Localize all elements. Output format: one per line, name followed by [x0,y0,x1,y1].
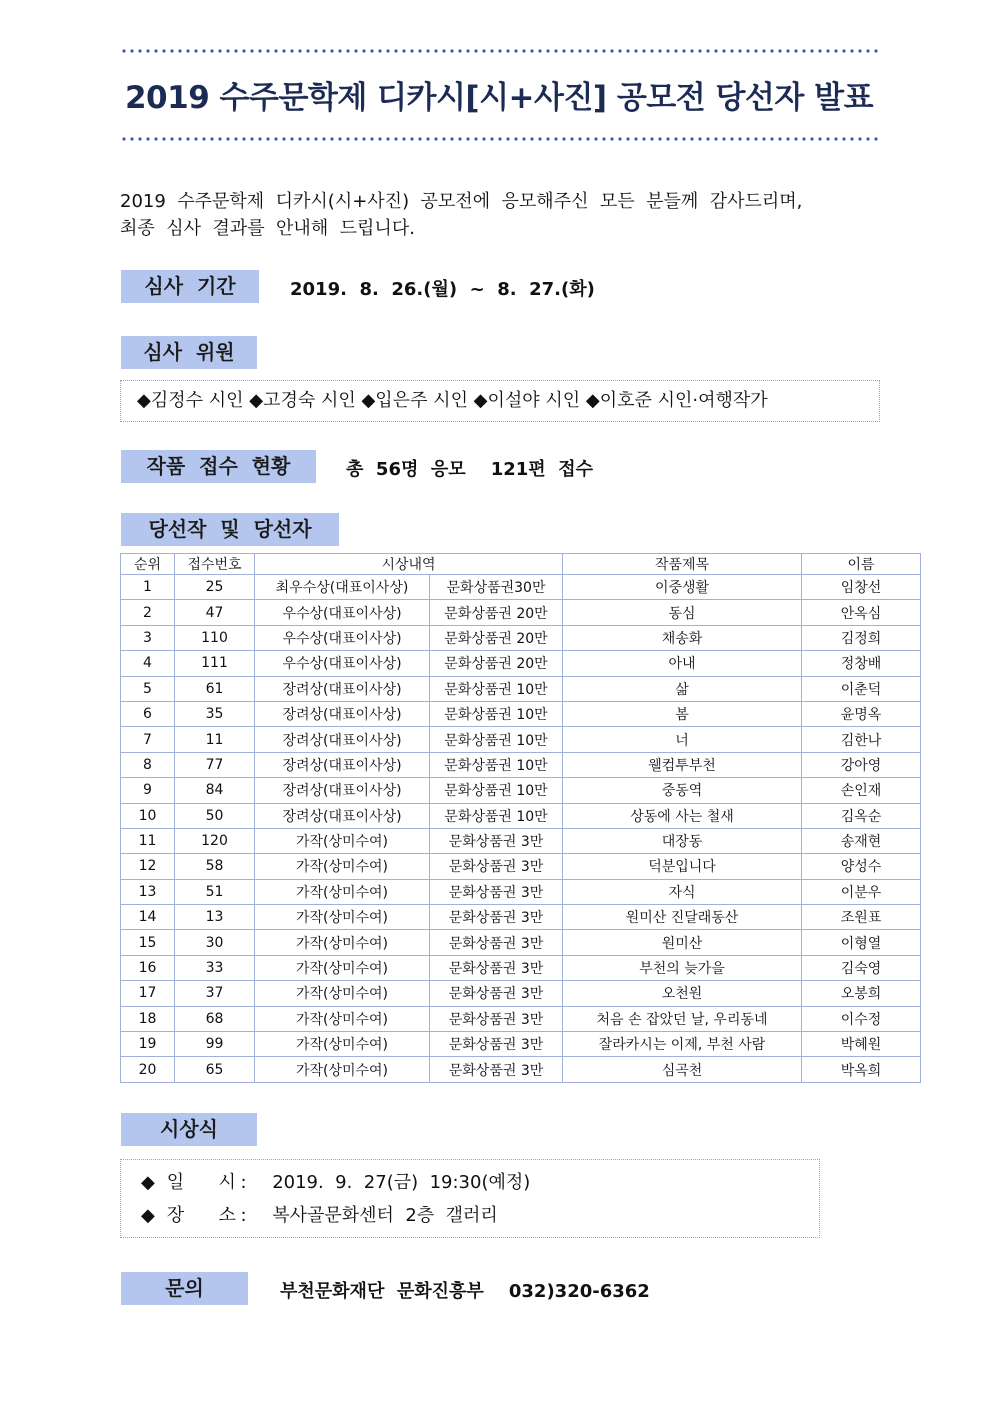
cell-prize: 문화상품권 3만 [430,854,563,879]
cell-name: 송재현 [802,828,921,853]
cell-work-title: 처음 손 잡았던 날, 우리동네 [563,1006,802,1031]
cell-work-title: 자식 [563,879,802,904]
table-row [121,727,921,752]
cell-entry-number: 51 [175,879,255,904]
cell-name: 조원표 [802,905,921,930]
ceremony-when-key: 일 시 [166,1172,236,1193]
cell-rank: 11 [121,828,175,853]
cell-prize: 문화상품권30만 [430,575,563,600]
cell-rank: 8 [121,752,175,777]
table-header-row [121,554,921,575]
cell-rank: 4 [121,651,175,676]
intro-text [120,188,878,242]
cell-prize: 문화상품권 3만 [430,828,563,853]
cell-prize: 문화상품권 20만 [430,625,563,650]
cell-rank: 3 [121,625,175,650]
cell-entry-number: 99 [175,1032,255,1057]
cell-rank: 2 [121,600,175,625]
cell-work-title: 웰컴투부천 [563,752,802,777]
cell-name: 안옥심 [802,600,921,625]
cell-award: 장려상(대표이사상) [255,676,430,701]
cell-name: 이수정 [802,1006,921,1031]
table-row [121,625,921,650]
cell-rank: 14 [121,905,175,930]
cell-entry-number: 50 [175,803,255,828]
diamond-bullet-icon: ◆ [141,1205,155,1226]
ceremony-box [120,1159,820,1238]
cell-work-title: 부천의 늦가을 [563,955,802,980]
cell-award: 가작(상미수여) [255,1006,430,1031]
cell-work-title: 삶 [563,676,802,701]
cell-work-title: 잘라카시는 이제, 부천 사람 [563,1032,802,1057]
table-row [121,778,921,803]
cell-name: 이분우 [802,879,921,904]
cell-award: 가작(상미수여) [255,828,430,853]
ceremony-colon: : [240,1172,247,1193]
cell-work-title: 원미산 진달래동산 [563,905,802,930]
cell-name: 오봉희 [802,981,921,1006]
cell-rank: 17 [121,981,175,1006]
cell-name: 강아영 [802,752,921,777]
table-row [121,803,921,828]
ceremony-when-value: 2019. 9. 27(금) 19:30(예정) [272,1172,531,1193]
cell-entry-number: 30 [175,930,255,955]
cell-entry-number: 37 [175,981,255,1006]
table-row [121,701,921,726]
ceremony-where-value: 복사골문화센터 2층 갤러리 [272,1205,498,1226]
diamond-bullet-icon: ◆ [141,1172,155,1193]
cell-name: 김숙영 [802,955,921,980]
cell-work-title: 너 [563,727,802,752]
cell-entry-number: 25 [175,575,255,600]
cell-name: 손인재 [802,778,921,803]
table-row [121,879,921,904]
cell-name: 박혜원 [802,1032,921,1057]
cell-entry-number: 84 [175,778,255,803]
cell-award: 장려상(대표이사상) [255,752,430,777]
cell-rank: 5 [121,676,175,701]
cell-award: 우수상(대표이사상) [255,600,430,625]
cell-work-title: 중동역 [563,778,802,803]
cell-name: 이춘덕 [802,676,921,701]
period-label: 심사 기간 [121,270,259,303]
cell-prize: 문화상품권 20만 [430,651,563,676]
cell-award: 가작(상미수여) [255,955,430,980]
cell-name: 김정희 [802,625,921,650]
table-row [121,828,921,853]
cell-award: 가작(상미수여) [255,1057,430,1082]
cell-entry-number: 111 [175,651,255,676]
cell-work-title: 원미산 [563,930,802,955]
receipt-value: 총 56명 응모 121편 접수 [346,459,594,480]
ceremony-colon: : [240,1205,247,1226]
cell-entry-number: 47 [175,600,255,625]
ceremony-when-row [141,1168,819,1198]
cell-award: 장려상(대표이사상) [255,701,430,726]
table-row [121,752,921,777]
winners-label: 당선작 및 당선자 [121,513,339,546]
table-row [121,575,921,600]
ceremony-where-key: 장 소 [166,1205,236,1226]
cell-work-title: 덕분입니다 [563,854,802,879]
cell-award: 가작(상미수여) [255,854,430,879]
cell-entry-number: 110 [175,625,255,650]
cell-prize: 문화상품권 3만 [430,1057,563,1082]
cell-prize: 문화상품권 3만 [430,1032,563,1057]
cell-prize: 문화상품권 10만 [430,803,563,828]
cell-prize: 문화상품권 10만 [430,727,563,752]
cell-prize: 문화상품권 10만 [430,701,563,726]
cell-rank: 6 [121,701,175,726]
cell-rank: 9 [121,778,175,803]
cell-rank: 20 [121,1057,175,1082]
cell-award: 우수상(대표이사상) [255,625,430,650]
cell-rank: 13 [121,879,175,904]
cell-rank: 18 [121,1006,175,1031]
cell-entry-number: 61 [175,676,255,701]
judges-list: ◆김정수 시인 ◆고경숙 시인 ◆입은주 시인 ◆이설야 시인 ◆이호준 시인·여행작가 [137,390,768,411]
top-dotted-divider [120,48,878,54]
cell-prize: 문화상품권 10만 [430,778,563,803]
cell-award: 장려상(대표이사상) [255,727,430,752]
cell-prize: 문화상품권 3만 [430,981,563,1006]
cell-prize: 문화상품권 3만 [430,930,563,955]
cell-work-title: 동심 [563,600,802,625]
cell-name: 김한나 [802,727,921,752]
table-row [121,930,921,955]
receipt-label: 작품 접수 현황 [121,450,316,483]
cell-entry-number: 77 [175,752,255,777]
table-row [121,1057,921,1082]
cell-name: 임창선 [802,575,921,600]
bottom-dotted-divider [120,136,878,142]
cell-work-title: 봄 [563,701,802,726]
cell-award: 가작(상미수여) [255,1032,430,1057]
cell-rank: 7 [121,727,175,752]
cell-entry-number: 33 [175,955,255,980]
judges-label: 심사 위원 [121,336,257,369]
cell-award: 장려상(대표이사상) [255,778,430,803]
cell-award: 우수상(대표이사상) [255,651,430,676]
page-title: 2019 수주문학제 디카시[시+사진] 공모전 당선자 발표 [124,80,874,116]
table-row [121,1032,921,1057]
ceremony-label: 시상식 [121,1113,257,1146]
cell-entry-number: 11 [175,727,255,752]
cell-name: 박옥희 [802,1057,921,1082]
cell-award: 가작(상미수여) [255,930,430,955]
cell-award: 가작(상미수여) [255,879,430,904]
header-work-title: 작품제목 [563,554,802,575]
cell-entry-number: 65 [175,1057,255,1082]
intro-line-2: 최종 심사 결과를 안내해 드립니다. [120,218,415,239]
cell-work-title: 심곡천 [563,1057,802,1082]
period-value: 2019. 8. 26.(월) ~ 8. 27.(화) [290,279,595,300]
cell-entry-number: 68 [175,1006,255,1031]
table-row [121,905,921,930]
intro-line-1: 2019 수주문학제 디카시(시+사진) 공모전에 응모해주신 모든 분들께 감사드리며, [120,191,803,212]
cell-entry-number: 120 [175,828,255,853]
table-row [121,1006,921,1031]
cell-work-title: 상동에 사는 철새 [563,803,802,828]
cell-rank: 10 [121,803,175,828]
cell-rank: 16 [121,955,175,980]
cell-award: 최우수상(대표이사상) [255,575,430,600]
cell-prize: 문화상품권 3만 [430,879,563,904]
judges-box [120,380,880,422]
header-name: 이름 [802,554,921,575]
cell-prize: 문화상품권 3만 [430,905,563,930]
cell-prize: 문화상품권 20만 [430,600,563,625]
cell-work-title: 대장동 [563,828,802,853]
cell-prize: 문화상품권 10만 [430,752,563,777]
cell-name: 김옥순 [802,803,921,828]
header-rank: 순위 [121,554,175,575]
cell-entry-number: 13 [175,905,255,930]
cell-award: 장려상(대표이사상) [255,803,430,828]
table-row [121,676,921,701]
cell-prize: 문화상품권 3만 [430,955,563,980]
table-row [121,981,921,1006]
cell-work-title: 이중생활 [563,575,802,600]
cell-work-title: 오천원 [563,981,802,1006]
cell-name: 윤명옥 [802,701,921,726]
cell-work-title: 아내 [563,651,802,676]
table-row [121,955,921,980]
cell-entry-number: 35 [175,701,255,726]
contact-label: 문의 [121,1272,248,1305]
cell-work-title: 채송화 [563,625,802,650]
contact-value: 부천문화재단 문화진흥부 032)320-6362 [280,1281,650,1302]
cell-award: 가작(상미수여) [255,905,430,930]
cell-name: 이형열 [802,930,921,955]
cell-name: 양성수 [802,854,921,879]
cell-rank: 15 [121,930,175,955]
cell-entry-number: 58 [175,854,255,879]
winners-table [120,553,921,1083]
cell-prize: 문화상품권 3만 [430,1006,563,1031]
cell-award: 가작(상미수여) [255,981,430,1006]
table-row [121,854,921,879]
header-entry-number: 접수번호 [175,554,255,575]
table-row [121,600,921,625]
cell-name: 정창배 [802,651,921,676]
cell-rank: 19 [121,1032,175,1057]
ceremony-where-row [141,1201,819,1231]
cell-rank: 12 [121,854,175,879]
cell-rank: 1 [121,575,175,600]
header-award: 시상내역 [255,554,563,575]
table-row [121,651,921,676]
cell-prize: 문화상품권 10만 [430,676,563,701]
